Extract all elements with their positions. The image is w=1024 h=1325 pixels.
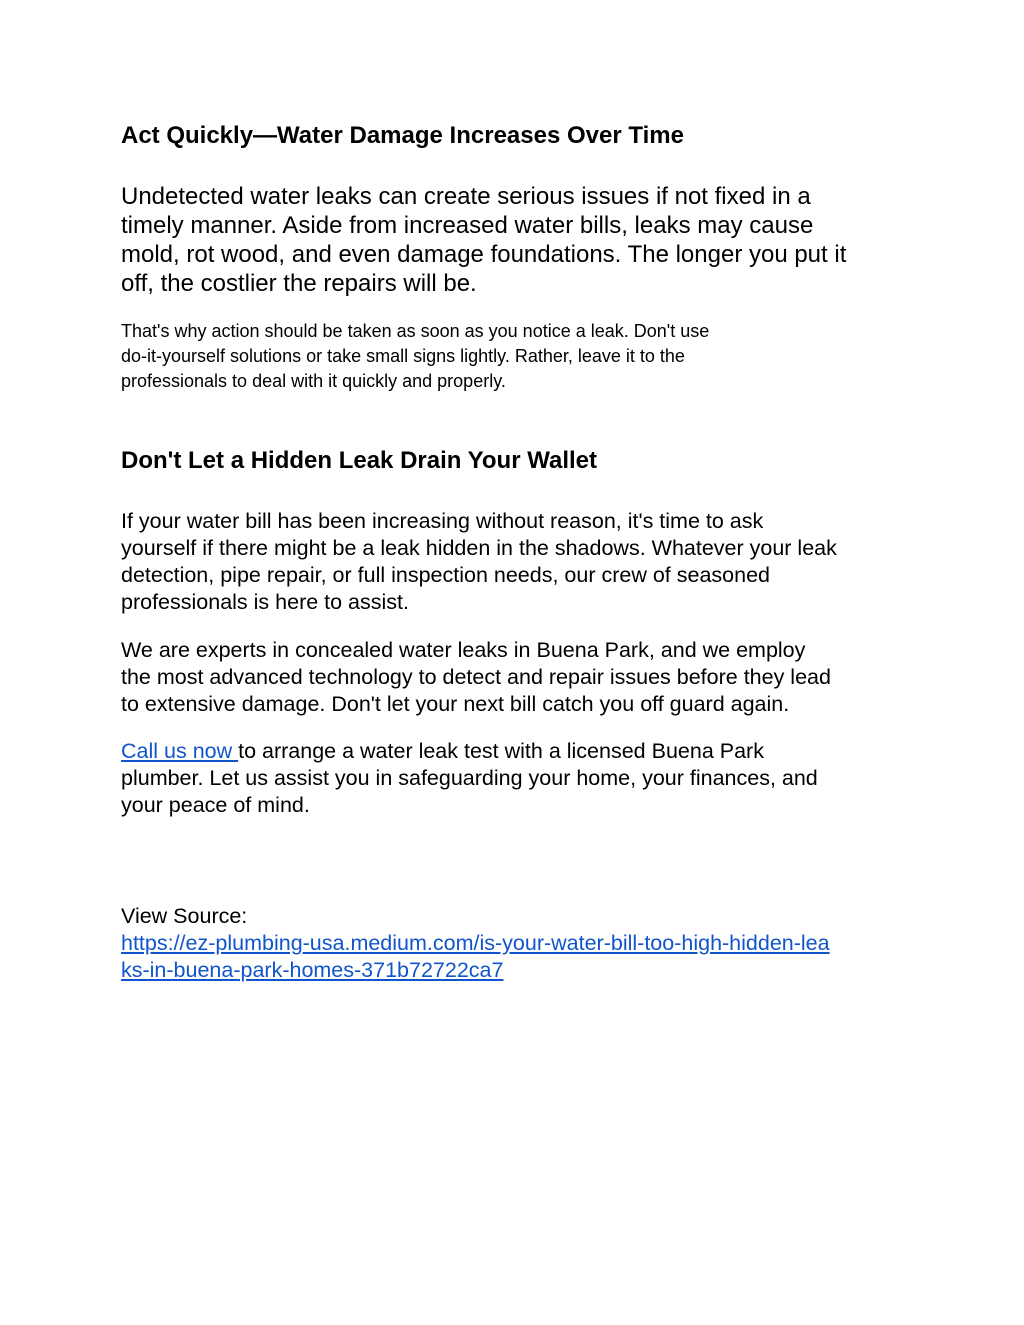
action-line: That's why action should be taken as soon as you notice a leak. Don't use	[121, 321, 710, 341]
water-bill-line: yourself if there might be a leak hidden in the shadows. Whatever your leak	[121, 536, 837, 560]
cta-line-text: to arrange a water leak test with a licensed Buena Park	[238, 739, 764, 763]
heading-hidden-leak: Don't Let a Hidden Leak Drain Your Wallet	[121, 447, 597, 474]
heading-act-quickly: Act Quickly—Water Damage Increases Over Time	[121, 122, 684, 149]
intro-line: off, the costlier the repairs will be.	[121, 270, 477, 297]
experts-line: We are experts in concealed water leaks in Buena Park, and we employ	[121, 638, 806, 662]
water-bill-line: professionals is here to assist.	[121, 590, 409, 614]
cta-line: plumber. Let us assist you in safeguarding your home, your finances, and	[121, 766, 818, 790]
water-bill-paragraph	[121, 508, 911, 616]
source-url-link-line-1[interactable]: https://ez-plumbing-usa.medium.com/is-your-water-bill-too-high-hidden-lea	[121, 931, 830, 955]
intro-line: timely manner. Aside from increased water bills, leaks may cause	[121, 212, 814, 239]
action-line: professionals to deal with it quickly and properly.	[121, 371, 506, 391]
intro-line: Undetected water leaks can create serious issues if not fixed in a	[121, 183, 811, 210]
action-paragraph	[121, 319, 911, 394]
experts-line: the most advanced technology to detect and repair issues before they lead	[121, 665, 831, 689]
source-url-link-line-2[interactable]: ks-in-buena-park-homes-371b72722ca7	[121, 958, 504, 982]
call-us-now-link[interactable]: Call us now	[121, 739, 239, 763]
cta-line: your peace of mind.	[121, 793, 310, 817]
view-source-block	[121, 903, 911, 984]
water-bill-line: If your water bill has been increasing without reason, it's time to ask	[121, 509, 764, 533]
view-source-label: View Source:	[121, 904, 248, 928]
cta-line	[121, 738, 911, 765]
call-to-action-paragraph	[121, 738, 911, 819]
action-line: do-it-yourself solutions or take small signs lightly. Rather, leave it to the	[121, 346, 685, 366]
experts-line: to extensive damage. Don't let your next bill catch you off guard again.	[121, 692, 790, 716]
intro-line: mold, rot wood, and even damage foundations. The longer you put it	[121, 241, 847, 268]
experts-paragraph	[121, 637, 911, 718]
water-bill-line: detection, pipe repair, or full inspection needs, our crew of seasoned	[121, 563, 770, 587]
intro-paragraph	[121, 182, 911, 298]
